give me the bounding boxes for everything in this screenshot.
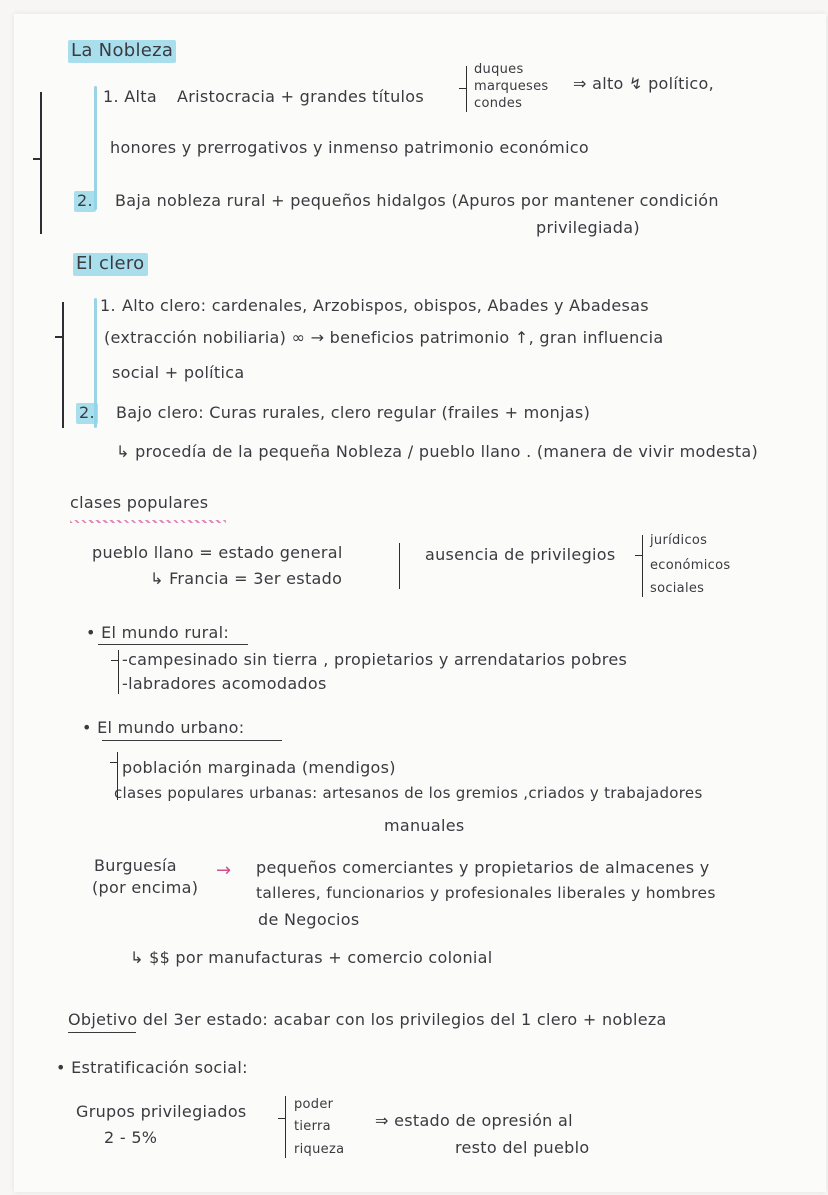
- burguesia-text-2: talleres, funcionarios y profesionales liberales y hombres: [256, 884, 716, 902]
- privilegio-riqueza: riqueza: [294, 1142, 345, 1157]
- titulo-duques: duques: [474, 62, 524, 77]
- clero-bajo-text: Bajo clero: Curas rurales, clero regular (frailes + monjas): [116, 403, 591, 422]
- objetivo-tercer-estado: Objetivo del 3er estado: acabar con los privilegios del 1 clero + nobleza: [68, 1010, 667, 1029]
- urbano-item-2: clases populares urbanas: artesanos de los gremios ,criados y trabajadores: [114, 784, 703, 802]
- burguesia-money: ↳ $$ por manufacturas + comercio colonial: [130, 948, 493, 967]
- privilegio-sociales: sociales: [650, 581, 705, 596]
- nobleza-baja-text: Baja nobleza rural + pequeños hidalgos (Apuros por mantener condición: [115, 191, 719, 210]
- urbano-title: • El mundo urbano:: [82, 718, 245, 737]
- pueblo-llano: pueblo llano = estado general: [92, 543, 343, 562]
- clero-alto-text: Alto clero: cardenales, Arzobispos, obispos, Abades y Abadesas: [122, 296, 649, 315]
- section-title-nobleza: La Nobleza: [68, 42, 176, 60]
- rural-title-underline: [98, 644, 248, 645]
- urbano-item-2-cont: manuales: [384, 816, 465, 835]
- clero-bajo-line2: ↳ procedía de la pequeña Nobleza / pueblo llano . (manera de vivir modesta): [116, 442, 759, 461]
- urbano-title-underline: [102, 740, 282, 741]
- burguesia-text-3: de Negocios: [258, 910, 360, 929]
- titulo-marqueses: marqueses: [474, 79, 549, 94]
- rural-brace-tick: [111, 660, 119, 661]
- clero-alto-line2: (extracción nobiliaria) ∞ → beneficios patrimonio ↑, gran influencia: [104, 328, 664, 347]
- nobleza-alta-text: Aristocracia + grandes títulos: [177, 87, 424, 106]
- burguesia-label: Burguesía: [94, 856, 177, 875]
- privilegios-brace-tick: [635, 555, 643, 556]
- rural-item-1: -campesinado sin tierra , propietarios y arrendatarios pobres: [122, 650, 628, 669]
- nobleza-alta-prefix: 1. Alta: [103, 87, 157, 106]
- clero-alto-line3: social + política: [112, 363, 245, 382]
- rural-item-2: -labradores acomodados: [122, 674, 327, 693]
- burguesia-text-1: pequeños comerciantes y propietarios de almacenes y: [256, 858, 710, 877]
- privilegio-tierra: tierra: [294, 1119, 331, 1134]
- objetivo-underline: [68, 1032, 136, 1033]
- estratificacion-brace: [285, 1096, 286, 1158]
- bracket-nobleza-tick: [33, 158, 41, 160]
- burguesia-arrow: →: [216, 860, 232, 881]
- estratificacion-title: • Estratificación social:: [56, 1058, 248, 1077]
- privilegio-poder: poder: [294, 1097, 334, 1112]
- ausencia-privilegios: ausencia de privilegios: [425, 545, 616, 564]
- nobleza-alta-line2: honores y prerrogativos y inmenso patrimonio económico: [110, 138, 589, 157]
- populares-underline: [70, 520, 226, 523]
- grupos-porcentaje: 2 - 5%: [104, 1128, 158, 1147]
- rural-brace: [118, 650, 119, 694]
- estratificacion-result-1: ⇒ estado de opresión al: [375, 1111, 573, 1130]
- burguesia-sub: (por encima): [92, 878, 199, 897]
- titulo-condes: condes: [474, 96, 523, 111]
- urbano-brace-tick: [110, 762, 118, 763]
- privilegios-brace: [642, 535, 643, 597]
- bracket-clero-tick: [55, 336, 63, 338]
- privilegio-juridicos: jurídicos: [650, 533, 708, 548]
- estratificacion-brace-tick: [278, 1118, 286, 1119]
- bracket-clero: [62, 302, 64, 428]
- nobleza-alta-result: ⇒ alto ↯ político,: [573, 74, 715, 93]
- nobleza-baja-prefix: 2.: [74, 193, 96, 209]
- pueblo-brace: [399, 543, 400, 589]
- urbano-item-1: población marginada (mendigos): [122, 758, 396, 777]
- nobleza-baja-text2: privilegiada): [536, 218, 640, 237]
- titulos-brace-tick: [459, 88, 467, 89]
- section-title-clero: El clero: [73, 255, 148, 273]
- titulos-brace: [466, 66, 467, 112]
- estratificacion-result-2: resto del pueblo: [455, 1138, 590, 1157]
- francia-tercer-estado: ↳ Francia = 3er estado: [150, 569, 343, 588]
- rural-title: • El mundo rural:: [86, 623, 230, 642]
- section-title-populares: clases populares: [70, 493, 209, 512]
- clero-alto-prefix: 1.: [100, 296, 116, 315]
- grupos-privilegiados: Grupos privilegiados: [76, 1102, 247, 1121]
- privilegio-economicos: económicos: [650, 558, 731, 573]
- bracket-nobleza: [40, 92, 42, 234]
- clero-bajo-prefix: 2.: [76, 405, 98, 421]
